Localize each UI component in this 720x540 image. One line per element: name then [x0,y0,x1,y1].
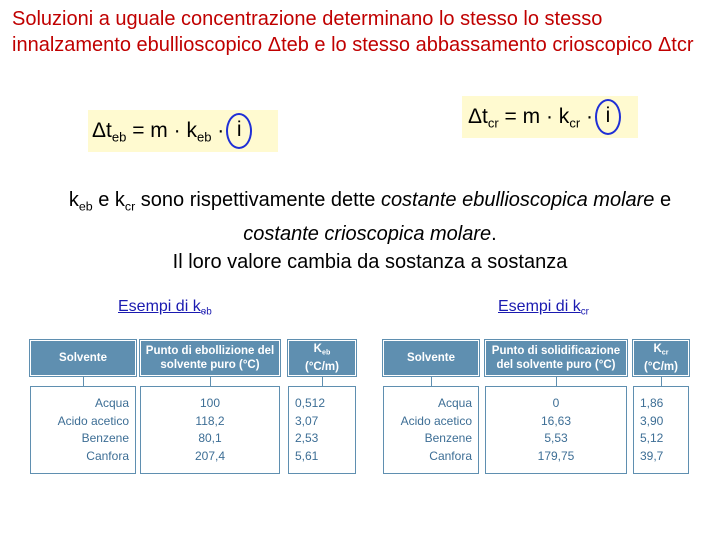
delta-t: Δt [92,119,112,142]
table-row: 100 [199,396,221,410]
circled-i: i [595,99,621,135]
table-row: 207,4 [194,448,226,463]
slide-title: Soluzioni a uguale concentrazione determinano lo stesso lo stesso innalzamento ebullioscopico Δteb e lo stesso abbassamento crioscopico Δtcr [12,8,694,56]
link-examples-kcr[interactable]: Esempi di $k_{cr}$ [498,298,589,318]
column-solvent [383,386,479,474]
column-kcr [633,386,689,474]
table-row: 1,86 [640,396,664,410]
connector [83,376,84,386]
table-row: 118,2 [195,413,225,428]
table-row: Benzene [81,431,129,445]
table-row: 179,75 [537,448,575,463]
column-freezing-point [485,386,627,474]
dot: · [211,119,225,142]
circled-i: i [226,113,252,149]
table-row: 39,7 [640,448,664,463]
table-row: Acido acetico [57,413,129,428]
table-row: Acqua [94,396,129,410]
table-ebullioscopic [30,340,360,468]
term-cryoscopic: costante crioscopica molare [243,223,492,246]
table-row: 5,12 [640,431,664,445]
connector [556,376,557,386]
description-line3: Il loro valore cambia da sostanza a sostanza [172,251,568,274]
sub-cr: cr [487,115,499,131]
table-row: 0,512 [295,396,326,410]
table-row: 3,07 [295,413,319,428]
table-row: Benzene [424,431,472,445]
formula-cryoscopic [462,96,638,138]
dot: · [580,105,593,128]
description: $k_{eb}$ e $k_{cr}$ sono rispettivamente dette costante ebullioscopica molare e costante crioscopica molare. Il loro valore cambia da sostanza a sostanza [68,189,672,274]
column-keb [288,386,356,474]
formula-mid: = m · k [126,119,197,142]
table-cryoscopic [383,340,691,468]
table-row: 5,61 [295,448,319,463]
table-row: 3,90 [640,413,664,428]
column-boiling-point [140,386,280,474]
table-row: 2,53 [295,431,319,445]
table-row: 5,53 [544,431,568,445]
connector [322,376,323,386]
sub-eb: eb [111,129,127,145]
table-row: 16,63 [540,413,572,428]
header-kcr: $K_{cr}$ (°C/m) [633,340,689,376]
table-row: Acido acetico [400,413,472,428]
header-keb: $K_{eb}$ (°C/m) [288,340,356,376]
sub-keb: eb [196,129,212,145]
header-boiling-point: Punto di ebollizione del solvente puro (°C) [140,340,280,376]
delta-t: Δt [468,105,488,128]
formula-ebullioscopic [88,110,278,152]
column-solvent [30,386,136,474]
header-solvent: Solvente [30,340,136,376]
table-row: 80,1 [198,431,222,445]
header-solvent: Solvente [383,340,479,376]
connector [661,376,662,386]
link-examples-keb[interactable]: Esempi di $k_{eb}$ [118,298,212,318]
table-row: Acqua [437,396,472,410]
sub-kcr: cr [569,115,581,131]
table-row: Canfora [86,448,129,463]
term-ebullioscopic: costante ebullioscopica molare [380,189,655,211]
formula-mid: = m · k [498,105,570,128]
connector [210,376,211,386]
table-row: 0 [552,396,560,410]
connector [431,376,432,386]
header-freezing-point: Punto di solidificazione del solvente puro (°C) [485,340,627,376]
table-row: Canfora [429,448,472,463]
